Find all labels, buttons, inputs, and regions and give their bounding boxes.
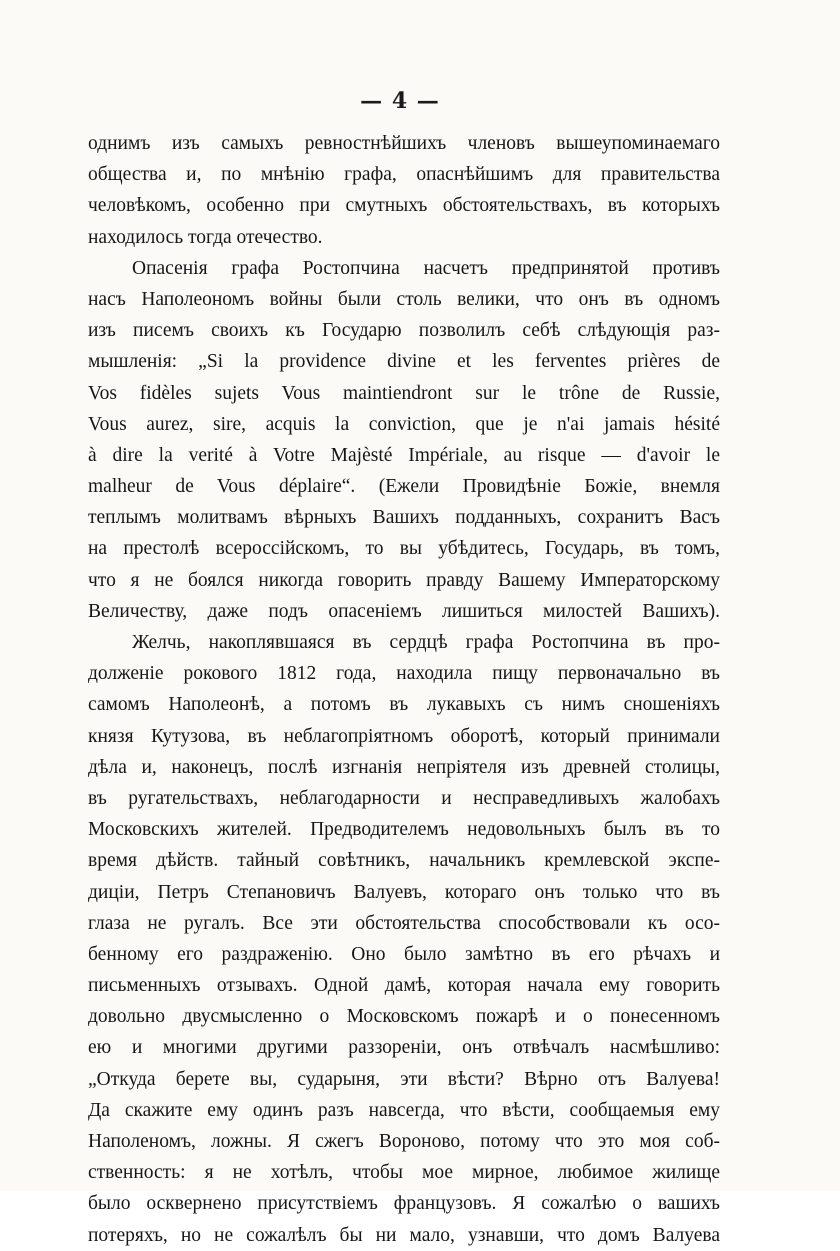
text-line: время дѣйств. тайный совѣтникъ, начальникъ кремлевской экспе- <box>88 850 720 872</box>
text-line: самомъ Наполеонѣ, а потомъ въ лукавыхъ съ нимъ сношеніяхъ <box>88 694 720 716</box>
body-text <box>88 128 720 1251</box>
text-line: человѣкомъ, особенно при смутныхъ обстоятельствахъ, въ которыхъ <box>88 195 720 217</box>
text-line: Да скажите ему одинъ разъ навсегда, что вѣсти, сообщаемыя ему <box>88 1099 720 1121</box>
text-line: въ ругательствахъ, неблагодарности и несправедливыхъ жалобахъ <box>88 787 720 809</box>
text-line: Vous aurez, sire, acquis la conviction, que je n'ai jamais hésité <box>88 413 720 435</box>
text-line: Наполеномъ, ложны. Я сжегъ Вороново, потому что это моя соб- <box>88 1131 720 1152</box>
text-line: однимъ изъ самыхъ ревностнѣйшихъ членовъ вышеупоминаемаго <box>88 133 720 154</box>
text-line: глаза не ругалъ. Все эти обстоятельства способствовали къ осо- <box>88 912 720 934</box>
text-line: письменныхъ отзывахъ. Одной дамѣ, которая начала ему говорить <box>88 975 720 997</box>
text-line: à dire la verité à Votre Majèsté Impériale, au risque — d'avoir le <box>88 444 720 466</box>
text-line: довольно двусмысленно о Московскомъ пожарѣ и о понесенномъ <box>88 1006 720 1028</box>
text-line: общества и, по мнѣнію графа, опаснѣйшимъ для правительства <box>88 164 720 186</box>
text-line: ственность: я не хотѣлъ, чтобы мое мирное, любимое жилище <box>88 1162 720 1184</box>
text-line: Желчь, накоплявшаяся въ сердцѣ графа Ростопчина въ про- <box>132 632 720 653</box>
text-line: что я не боялся никогда говорить правду Вашему Императорскому <box>88 569 720 591</box>
page-number: — 4 — <box>360 88 440 114</box>
text-line: malheur de Vous déplaire“. (Ежели Провидѣніе Божіе, внемля <box>88 476 720 498</box>
text-line: на престолѣ всероссійскомъ, то вы убѣдитесь, Государь, въ томъ, <box>88 538 720 560</box>
text-line: теплымъ молитвамъ вѣрныхъ Вашихъ подданныхъ, сохранитъ Васъ <box>88 507 720 529</box>
text-line: Величеству, даже подъ опасеніемъ лишиться милостей Вашихъ). <box>88 600 720 622</box>
text-line: потеряхъ, но не сожалѣлъ бы ни мало, узнавши, что домъ Валуева <box>88 1224 720 1246</box>
text-line: мышленія: „Si la providence divine et les ferventes prières de <box>88 351 720 373</box>
text-line: находилось тогда отечество. <box>88 226 323 248</box>
text-line: Опасенія графа Ростопчина насчетъ предпринятой противъ <box>132 257 720 279</box>
text-line: дѣла и, наконецъ, послѣ изгнанія непріятеля изъ древней столицы, <box>88 756 720 778</box>
text-line: Vos fidèles sujets Vous maintiendront sur le trône de Russie, <box>88 382 720 404</box>
text-line: изъ писемъ своихъ къ Государю позволилъ себѣ слѣдующія раз- <box>88 320 720 342</box>
text-line: было осквернено присутствіемъ французовъ. Я сожалѣю о вашихъ <box>88 1193 720 1215</box>
text-line: бенному его раздраженію. Оно было замѣтно въ его рѣчахъ и <box>88 943 720 965</box>
text-line: долженіе рокового 1812 года, находила пищу первоначально въ <box>88 663 720 685</box>
text-line: насъ Наполеономъ войны были столь велики, что онъ въ одномъ <box>88 288 720 310</box>
text-line: ею и многими другими раззореніи, онъ отвѣчалъ насмѣшливо: <box>88 1037 720 1059</box>
text-line: Московскихъ жителей. Предводителемъ недовольныхъ былъ въ то <box>88 819 720 841</box>
text-line: диціи, Петръ Степановичъ Валуевъ, котораго онъ только что въ <box>88 881 720 903</box>
text-line: князя Кутузова, въ неблагопріятномъ оборотѣ, который принимали <box>88 725 720 747</box>
text-line: „Откуда берете вы, сударыня, эти вѣсти? Вѣрно отъ Валуева! <box>88 1068 720 1090</box>
